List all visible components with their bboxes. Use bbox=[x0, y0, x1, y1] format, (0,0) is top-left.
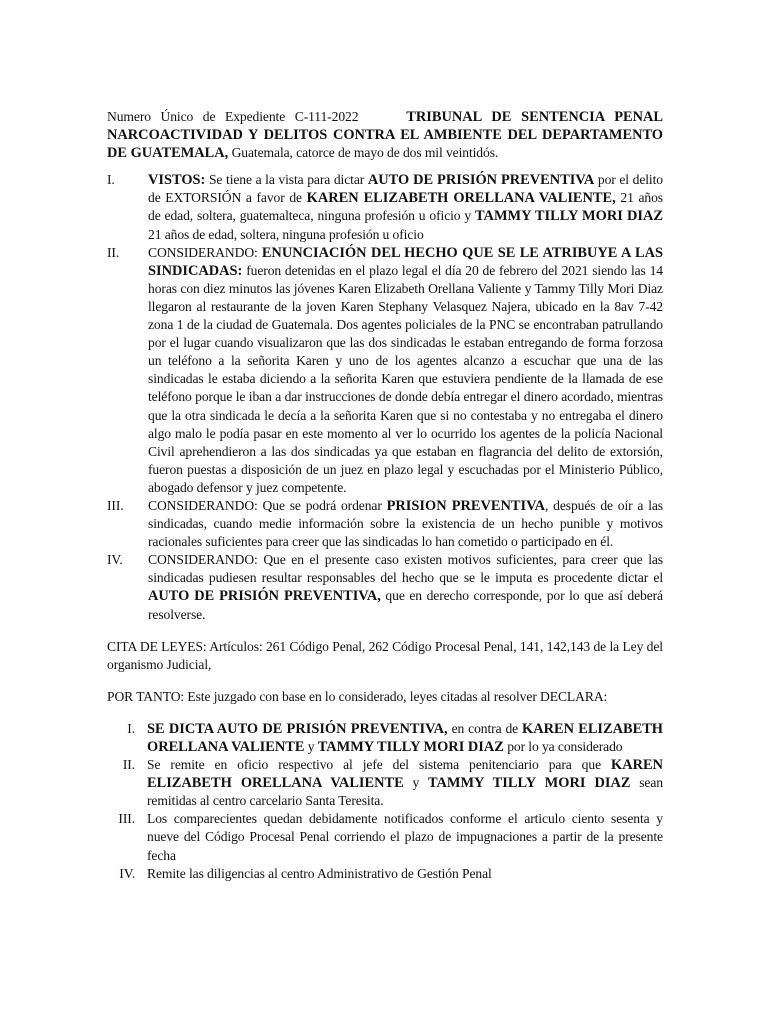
item-number: III. bbox=[107, 497, 124, 513]
bold-text: TAMMY TILLY MORI DIAZ bbox=[427, 775, 631, 792]
item-number: III. bbox=[118, 811, 135, 827]
item-number: I. bbox=[127, 720, 135, 736]
bold-text: VISTOS: bbox=[148, 172, 206, 189]
declara-item-1 bbox=[107, 720, 663, 756]
item-text: Se remite en oficio respectivo al jefe del sistema penitenciario para que bbox=[147, 757, 612, 773]
item-text: 21 años de edad, soltera, ninguna profesión u oficio bbox=[148, 226, 424, 242]
bold-text: AUTO DE PRISIÓN PREVENTIVA, bbox=[148, 588, 381, 605]
bold-text: KAREN ELIZABETH ORELLANA VALIENTE bbox=[147, 757, 663, 792]
bold-text: AUTO DE PRISIÓN PREVENTIVA bbox=[367, 172, 595, 189]
declara-item-4 bbox=[107, 865, 663, 883]
item-text: Los comparecientes quedan debidamente notificados conforme el articulo ciento sesenta y nueve del Código Procesal Penal corriendo el plazo de impugnaciones a partir de la presente fecha bbox=[147, 811, 663, 863]
item-text: fueron detenidas en el plazo legal el día 20 de febrero del 2021 siendo las 14 horas con diez minutos las jóvenes Karen Elizabeth Orellana Valiente y Tammy Tilly Mori Diaz llegaron al restaurante de la joven Karen Stephany Velasquez Najera, ubicado en la 8av 7-42 zona 1 de la ciudad de Guatemala. Dos agentes policiales de la PNC se encontraban patrullando por el lugar cuando visualizaron que las dos sindicadas le estaban entregando de forma forzosa un teléfono a la señorita Karen y uno de los agentes alcanzo a escuchar que una de las sindicadas le estaba diciendo a la señorita Karen que estuviera pendiente de la llamada de ese teléfono porque le iban a dar instrucciones de donde debía entregar el dinero acordado, mientras que la otra sindicada le decía a la señorita Karen que si no contestaba y no entregaba el dinero algo malo le podía pasar en este momento al ver lo ocurrido los agentes de la policía Nacional Civil aprehendieron a las dos sindicadas ya que estaban en flagrancia del delito de extorsión, fueron puestas a disposición de un juez en plazo legal y escuchadas por el Ministerio Público, abogado defensor y juez competente. bbox=[148, 262, 663, 495]
item-text: en contra de bbox=[447, 720, 523, 736]
bold-text: TAMMY TILLY MORI DIAZ bbox=[317, 739, 504, 755]
item-text: CONSIDERANDO: bbox=[148, 244, 262, 260]
document-header bbox=[107, 108, 663, 162]
item-text: CONSIDERANDO: Que se podrá ordenar bbox=[148, 497, 387, 513]
item-text: , después de oír a las sindicadas, cuando medie información sobre la existencia de un hecho punible y motivos racionales suficientes para creer que las sindicadas lo han cometido o participado en él. bbox=[148, 497, 663, 550]
declara-item-2 bbox=[107, 756, 663, 810]
item-text: y bbox=[403, 775, 428, 791]
item-text: 21 años de edad, soltera, guatemalteca, ninguna profesión u oficio y bbox=[148, 190, 663, 224]
vistos-considerandos-list bbox=[107, 171, 663, 623]
considerando-item-3 bbox=[107, 497, 663, 551]
item-text: y bbox=[304, 739, 318, 754]
item-number: I. bbox=[107, 172, 115, 188]
bold-text: TAMMY TILLY MORI DIAZ bbox=[475, 208, 663, 225]
bold-text: KAREN ELIZABETH ORELLANA VALIENTE bbox=[147, 720, 663, 755]
declara-list bbox=[107, 720, 663, 883]
item-number: IV. bbox=[119, 865, 135, 881]
item-text: por el delito de EXTORSIÓN a favor de bbox=[148, 172, 663, 206]
bold-text: ENUNCIACIÓN DEL HECHO QUE SE LE ATRIBUYE A LAS SINDICADAS: bbox=[148, 244, 663, 279]
item-number: IV. bbox=[107, 552, 123, 568]
document-date: Guatemala, catorce de mayo de dos mil veintidós. bbox=[231, 145, 499, 161]
cita-de-leyes: CITA DE LEYES: Artículos: 261 Código Penal, 262 Código Procesal Penal, 141, 142,143 de la Ley del organismo Judicial, bbox=[107, 638, 663, 672]
item-text: Se tiene a la vista para dictar bbox=[205, 172, 368, 188]
bold-text: KAREN ELIZABETH ORELLANA VALIENTE, bbox=[306, 190, 616, 207]
considerando-item-1 bbox=[107, 171, 663, 243]
expediente-number: Numero Único de Expediente C-111-2022 bbox=[107, 109, 359, 124]
item-number: II. bbox=[122, 757, 135, 773]
item-text: Remite las diligencias al centro Administrativo de Gestión Penal bbox=[147, 865, 492, 881]
item-text: sean remitidas al centro carcelario Santa Teresita. bbox=[147, 775, 663, 809]
bold-text: PRISION PREVENTIVA bbox=[386, 497, 546, 514]
item-text: por lo ya considerado bbox=[503, 739, 623, 754]
bold-text: SE DICTA AUTO DE PRISIÓN PREVENTIVA, bbox=[147, 720, 448, 737]
item-number: II. bbox=[107, 244, 120, 260]
item-text: que en derecho corresponde, por lo que así deberá resolverse. bbox=[148, 588, 663, 622]
item-text: CONSIDERANDO: Que en el presente caso existen motivos suficientes, para creer que las sindicadas pudiesen resultar responsables del hecho que se le imputa es procedente dictar el bbox=[148, 552, 663, 586]
por-tanto: POR TANTO: Este juzgado con base en lo considerado, leyes citadas al resolver DECLARA: bbox=[107, 688, 608, 704]
considerando-item-2 bbox=[107, 244, 663, 497]
declara-item-3 bbox=[107, 810, 663, 864]
tribunal-name: TRIBUNAL DE SENTENCIA PENAL NARCOACTIVIDAD Y DELITOS CONTRA EL AMBIENTE DEL DEPARTAMENTO DE GUATEMALA, bbox=[107, 109, 663, 162]
considerando-item-4 bbox=[107, 551, 663, 623]
